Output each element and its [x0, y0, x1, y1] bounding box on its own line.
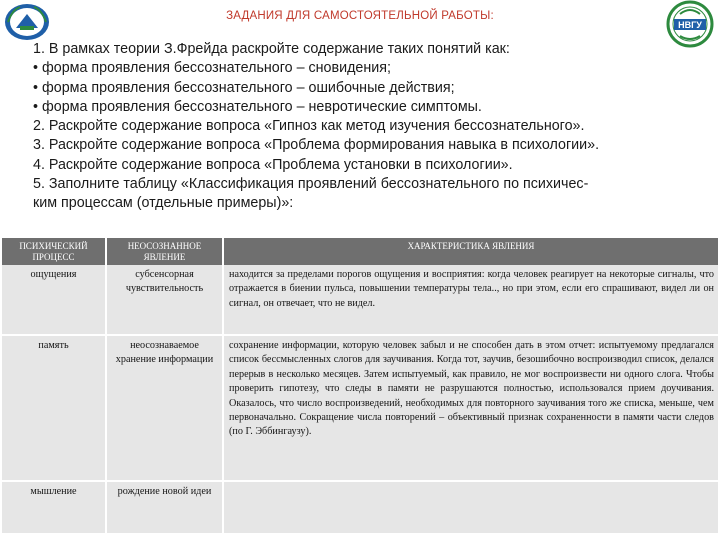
cell-description: сохранение информации, которую человек забыл и не способен дать в этом отчет: испытуемому предлагался список бессмысленных слогов для заучивания. Когда тот, заучив, безошибочно воспроизводил список, делался перерыв в несколько месяцев. Затем испытуемый, как правило, не мог воспроизвести ни одного слога. Чтобы проверить гипотезу, что следы в памяти не разрушаются полностью, использовался прием доучивания. Оказалось, что число воспроизведений, необходимых для повторного заучивания того же списка, меньше, чем первоначально. Сокращение числа повторений – объективный признак сохраненности в памяти части следов (по Г. Эббингаузу).	[223, 335, 718, 481]
task-line: • форма проявления бессознательного – ошибочные действия;	[33, 79, 455, 96]
table-row	[2, 481, 718, 534]
cell-phenomenon: неосознаваемое хранение информации	[106, 335, 223, 481]
task-line: 3. Раскройте содержание вопроса «Проблема формирования навыка в психологии».	[33, 137, 600, 154]
task-list	[33, 40, 683, 214]
cell-process: мышление	[2, 481, 106, 534]
cell-process: память	[2, 335, 106, 481]
nvgu-logo-text: НВГУ	[678, 20, 702, 30]
task-line: ким процессам (отдельные примеры)»:	[33, 195, 294, 212]
task-line: • форма проявления бессознательного – невротические симптомы.	[33, 98, 482, 115]
header-process: ПСИХИЧЕСКИЙ ПРОЦЕСС	[2, 238, 106, 265]
header-phenomenon: НЕОСОЗНАННОЕ ЯВЛЕНИЕ	[106, 238, 223, 265]
task-line: 5. Заполните таблицу «Классификация проявлений бессознательного по психичес-	[33, 176, 589, 193]
task-line: 2. Раскройте содержание вопроса «Гипноз как метод изучения бессознательного».	[33, 118, 585, 135]
task-line: 1. В рамках теории З.Фрейда раскройте содержание таких понятий как:	[33, 41, 510, 57]
university-emblem-logo	[2, 2, 52, 42]
cell-description: находится за пределами порогов ощущения и восприятия: когда человек реагирует на некоторые сигналы, что отражается в биении пульса, повышении температуры тела.., но при этом, если его спрашивают, видел ли он сигнал, он отвечает, что не видел.	[223, 265, 718, 335]
classification-table	[2, 238, 718, 538]
table-row	[2, 335, 718, 481]
page-title: ЗАДАНИЯ ДЛЯ САМОСТОЯТЕЛЬНОЙ РАБОТЫ:	[226, 10, 494, 22]
task-line: • форма проявления бессознательного – сновидения;	[33, 60, 391, 77]
table-header-row	[2, 238, 718, 265]
cell-phenomenon: субсенсорная чувствительность	[106, 265, 223, 335]
cell-description	[223, 481, 718, 534]
cell-phenomenon: рождение новой идеи	[106, 481, 223, 534]
cell-process: ощущения	[2, 265, 106, 335]
table-row	[2, 265, 718, 335]
header-description: ХАРАКТЕРИСТИКА ЯВЛЕНИЯ	[223, 238, 718, 265]
task-line: 4. Раскройте содержание вопроса «Проблема установки в психологии».	[33, 156, 513, 173]
